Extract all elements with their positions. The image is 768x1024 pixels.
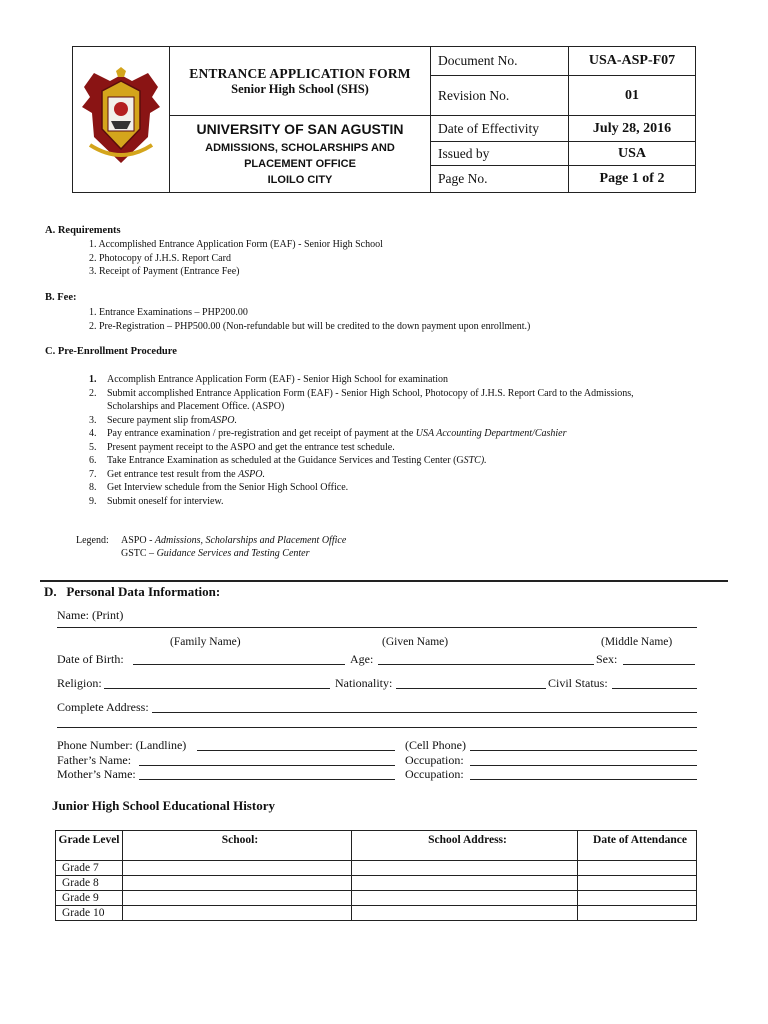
meta-label: Revision No.	[431, 76, 569, 116]
date-cell[interactable]	[578, 906, 697, 921]
legend-label: Legend:	[76, 535, 109, 546]
list-item: 1. Entrance Examinations – PHP200.00	[89, 307, 248, 318]
list-item: 8. Get Interview schedule from the Senior High School Office.	[89, 482, 349, 493]
city: ILOILO CITY	[267, 173, 333, 186]
form-subtitle: Senior High School (SHS)	[231, 81, 369, 96]
dob-input-line[interactable]	[133, 664, 345, 665]
father-occupation-label: Occupation:	[405, 753, 464, 767]
education-heading: Junior High School Educational History	[52, 798, 275, 813]
logo-cell	[73, 47, 170, 193]
age-label: Age:	[350, 652, 374, 666]
address-cell[interactable]	[352, 906, 578, 921]
sex-label: Sex:	[596, 652, 618, 666]
education-table	[55, 830, 695, 921]
table-row	[56, 861, 697, 876]
list-item: 1. Accomplished Entrance Application Form (EAF) - Senior High School	[89, 239, 383, 250]
list-item: 9. Submit oneself for interview.	[89, 495, 224, 507]
office-line-1: ADMISSIONS, SCHOLARSHIPS AND	[205, 141, 395, 154]
section-divider	[40, 580, 728, 582]
father-occupation-input-line[interactable]	[470, 765, 697, 766]
list-item: 5. Present payment receipt to the ASPO and get the entrance test schedule.	[89, 441, 395, 453]
col-grade-level: Grade Level	[56, 831, 123, 861]
revision-number: 01	[569, 76, 696, 116]
list-item: 4. Pay entrance examination / pre-registration and get receipt of payment at the USA Accounting Department/Cashier	[89, 428, 567, 439]
table-header-row	[56, 831, 697, 861]
form-title-cell	[170, 47, 431, 116]
address-label: Complete Address:	[57, 700, 149, 714]
procedure-list	[89, 373, 729, 508]
date-of-effectivity: July 28, 2016	[569, 116, 696, 142]
mother-occupation-label: Occupation:	[405, 767, 464, 781]
form-header	[72, 46, 696, 192]
issued-by: USA	[569, 142, 696, 166]
university-seal-icon	[80, 67, 162, 167]
school-cell[interactable]	[123, 861, 352, 876]
address-cell[interactable]	[352, 876, 578, 891]
requirements-heading: A. Requirements	[45, 225, 121, 236]
meta-label: Page No.	[431, 166, 569, 193]
list-item: 7. Get entrance test result from the ASPO.	[89, 468, 266, 480]
university-name: UNIVERSITY OF SAN AGUSTIN	[196, 120, 404, 137]
table-row	[56, 876, 697, 891]
mother-occupation-input-line[interactable]	[470, 779, 697, 780]
meta-label: Date of Effectivity	[431, 116, 569, 142]
landline-input-line[interactable]	[197, 750, 395, 751]
legend-aspo: ASPO - Admissions, Scholarships and Placement Office	[121, 535, 347, 546]
list-item: 2. Pre-Registration – PHP500.00 (Non-refundable but will be credited to the down payment upon enrollment.)	[89, 320, 531, 332]
list-item: 2. Photocopy of J.H.S. Report Card	[89, 252, 231, 264]
civil-status-label: Civil Status:	[548, 676, 608, 690]
mother-name-input-line[interactable]	[139, 779, 395, 780]
cellphone-label: (Cell Phone)	[405, 738, 466, 752]
name-input-line[interactable]	[57, 627, 697, 628]
religion-input-line[interactable]	[104, 688, 330, 689]
meta-label: Document No.	[431, 47, 569, 76]
list-item: 6. Take Entrance Examination as scheduled at the Guidance Services and Testing Center (G STC).	[89, 455, 487, 466]
age-input-line[interactable]	[378, 664, 594, 665]
landline-label: Phone Number: (Landline)	[57, 738, 187, 752]
list-item: 2. Submit accomplished Entrance Application Form (EAF) - Senior High School, Photocopy of J.H.S. Report Card to the Admissions,	[89, 387, 634, 399]
legend-gstc: GSTC – Guidance Services and Testing Center	[121, 548, 310, 559]
document-number: USA-ASP-F07	[569, 47, 696, 76]
fee-list	[89, 306, 530, 333]
school-cell[interactable]	[123, 906, 352, 921]
university-cell	[170, 116, 431, 193]
meta-label: Issued by	[431, 142, 569, 166]
table-row	[56, 906, 697, 921]
date-cell[interactable]	[578, 861, 697, 876]
fee-heading: B. Fee:	[45, 292, 77, 303]
dob-label: Date of Birth:	[57, 652, 124, 666]
list-item: Scholarships and Placement Office. (ASPO)	[107, 401, 285, 412]
father-name-label: Father’s Name:	[57, 753, 132, 767]
col-school-address: School Address:	[352, 831, 578, 861]
given-name-caption: (Given Name)	[382, 636, 449, 648]
office-line-2: PLACEMENT OFFICE	[244, 157, 356, 170]
personal-data-heading: D. Personal Data Information:	[44, 584, 221, 599]
grade-cell: Grade 10	[56, 906, 123, 921]
date-cell[interactable]	[578, 891, 697, 906]
address-cell[interactable]	[352, 861, 578, 876]
religion-label: Religion:	[57, 676, 102, 690]
middle-name-caption: (Middle Name)	[601, 636, 673, 648]
table-row	[56, 891, 697, 906]
school-cell[interactable]	[123, 891, 352, 906]
civil-status-input-line[interactable]	[612, 688, 697, 689]
form-title: ENTRANCE APPLICATION FORM	[189, 65, 411, 81]
date-cell[interactable]	[578, 876, 697, 891]
list-item: 3. Receipt of Payment (Entrance Fee)	[89, 266, 240, 277]
name-label: Name: (Print)	[57, 608, 124, 622]
col-date-of-attendance: Date of Attendance	[578, 831, 697, 861]
grade-cell: Grade 9	[56, 891, 123, 906]
procedure-heading: C. Pre-Enrollment Procedure	[45, 346, 177, 357]
grade-cell: Grade 8	[56, 876, 123, 891]
family-name-caption: (Family Name)	[170, 636, 241, 648]
sex-input-line[interactable]	[623, 664, 695, 665]
nationality-input-line[interactable]	[396, 688, 546, 689]
father-name-input-line[interactable]	[139, 765, 395, 766]
mother-name-label: Mother’s Name:	[57, 767, 136, 781]
col-school: School:	[123, 831, 352, 861]
list-item: 3. Secure payment slip from ASPO.	[89, 414, 237, 426]
list-item: 1. Accomplish Entrance Application Form (EAF) - Senior High School for examination	[89, 374, 449, 385]
nationality-label: Nationality:	[335, 676, 393, 690]
address-input-line-2[interactable]	[57, 727, 697, 728]
address-input-line[interactable]	[152, 712, 697, 713]
requirements-list	[89, 238, 383, 279]
school-cell[interactable]	[123, 876, 352, 891]
page-number: Page 1 of 2	[569, 166, 696, 193]
cellphone-input-line[interactable]	[470, 750, 697, 751]
address-cell[interactable]	[352, 891, 578, 906]
grade-cell: Grade 7	[56, 861, 123, 876]
